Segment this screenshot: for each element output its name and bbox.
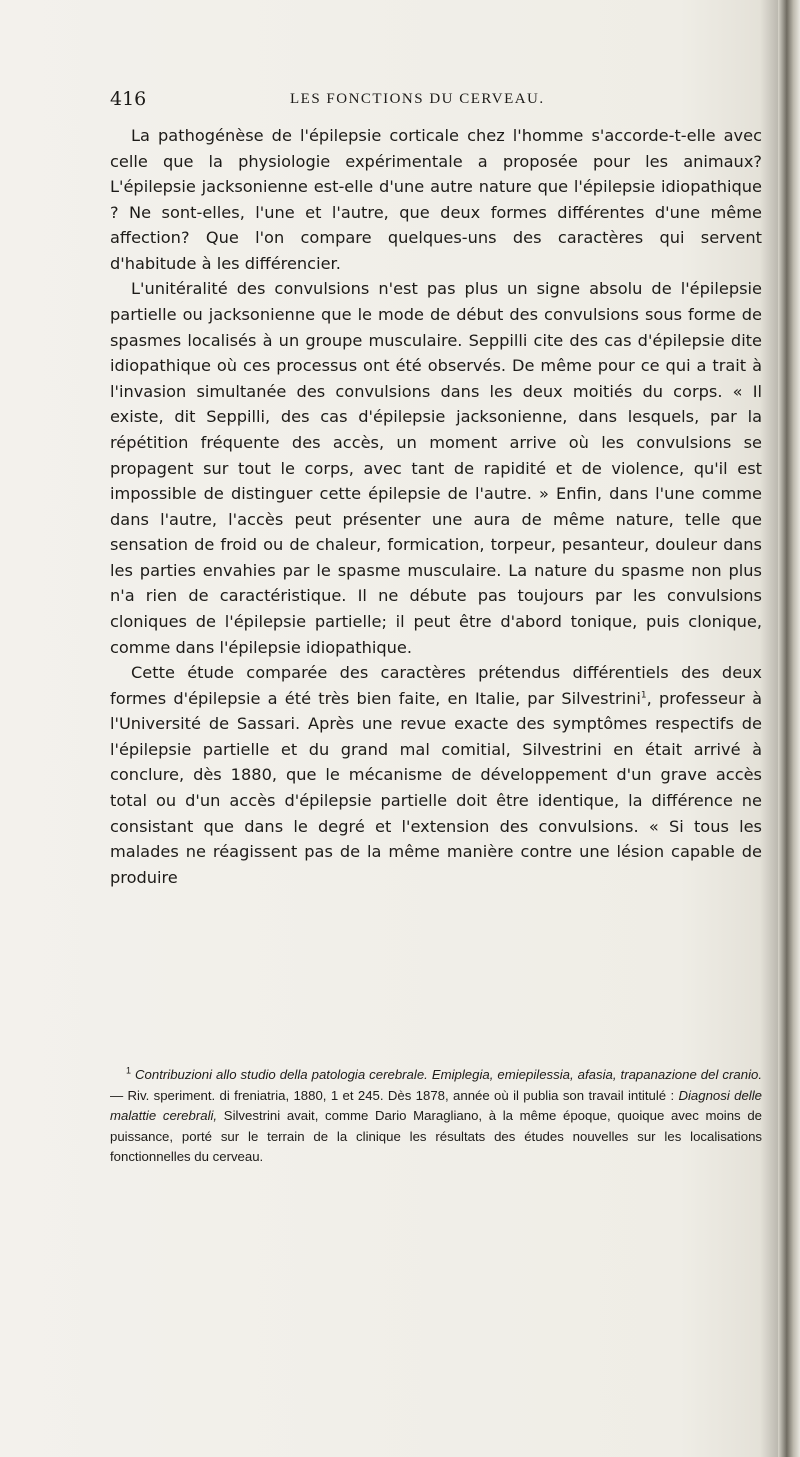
footnote-work-title: Contribuzioni allo studio della patologia cerebrale. Emiplegia, emiepilessia, afasia, trapanazione del cranio. bbox=[135, 1067, 762, 1082]
footnotes bbox=[110, 1065, 762, 1168]
footnote-work-title-2: Diagnosi delle malattie cerebrali, bbox=[110, 1087, 762, 1124]
page-header bbox=[110, 88, 670, 116]
footnote-text-1: — Riv. speriment. di freniatria, 1880, 1 et 245. Dès 1878, année où il publia son travail intitulé : bbox=[110, 1087, 679, 1103]
body-text bbox=[110, 123, 762, 890]
running-title: LES FONCTIONS DU CERVEAU. bbox=[290, 91, 545, 107]
footnote-text-2: Silvestrini avait, comme Dario Maragliano, à la même époque, quoique avec moins de puissance, porté sur le terrain de la clinique les résultats des études nouvelles sur les localisations fonctionnelles du cerveau. bbox=[110, 1108, 762, 1165]
paragraph-3-start: Cette étude comparée des caractères prétendus différentiels des deux formes d'épilepsie a été très bien faite, en Italie, par Silvestrini bbox=[110, 663, 762, 708]
footnote-mark: 1 bbox=[126, 1065, 132, 1076]
paragraph-3-end: , professeur à l'Université de Sassari. Après une revue exacte des symptômes respectifs de l'épilepsie partielle et du grand mal comitial, Silvestrini en était arrivé à conclure, dès 1880, que le mécanisme de développement d'un grave accès total ou d'un accès d'épilepsie partielle doit être identique, la différence ne consistant que dans le degré et l'extension des convulsions. « Si tous les malades ne réagissent pas de la même manière contre une lésion capable de produire bbox=[110, 688, 762, 887]
paragraph-1: La pathogénèse de l'épilepsie corticale chez l'homme s'accorde-t-elle avec celle que la physiologie expérimentale a proposée pour les animaux? L'épilepsie jacksonienne est-elle d'une autre nature que l'épilepsie idiopathique ? Ne sont-elles, l'une et l'autre, que deux formes différentes d'une même affection? Que l'on compare quelques-uns des caractères qui servent d'habitude à les différencier. bbox=[110, 126, 762, 273]
footnote-1 bbox=[110, 1065, 762, 1168]
footnote-reference: 1 bbox=[640, 690, 647, 701]
page-number: 416 bbox=[110, 88, 147, 110]
paragraph-2: L'unitéralité des convulsions n'est pas plus un signe absolu de l'épilepsie partielle ou jacksonienne que le mode de début des convulsions sous forme de spasmes localisés à un groupe musculaire. Seppilli cite des cas d'épilepsie dite idiopathique où ces processus ont été observés. De même pour ce qui a trait à l'invasion simultanée des convulsions dans les deux moitiés du corps. « Il existe, dit Seppilli, des cas d'épilepsie jacksonienne, dans lesquels, par la répétition fréquente des accès, un moment arrive où les convulsions se propagent sur tout le corps, avec tant de rapidité et de violence, qu'il est impossible de distinguer cette épilepsie de l'autre. » Enfin, dans l'une comme dans l'autre, l'accès peut présenter une aura de même nature, telle que sensation de froid ou de chaleur, formication, torpeur, pesanteur, douleur dans les parties envahies par le spasme musculaire. La nature du spasme non plus n'a rien de caractéristique. Il ne débute pas toujours par les convulsions cloniques de l'épilepsie partielle; il peut être d'abord tonique, puis clonique, comme dans l'épilepsie idiopathique. bbox=[110, 279, 762, 657]
paragraph-3 bbox=[110, 660, 762, 890]
page-edge-shadow bbox=[778, 0, 800, 1457]
